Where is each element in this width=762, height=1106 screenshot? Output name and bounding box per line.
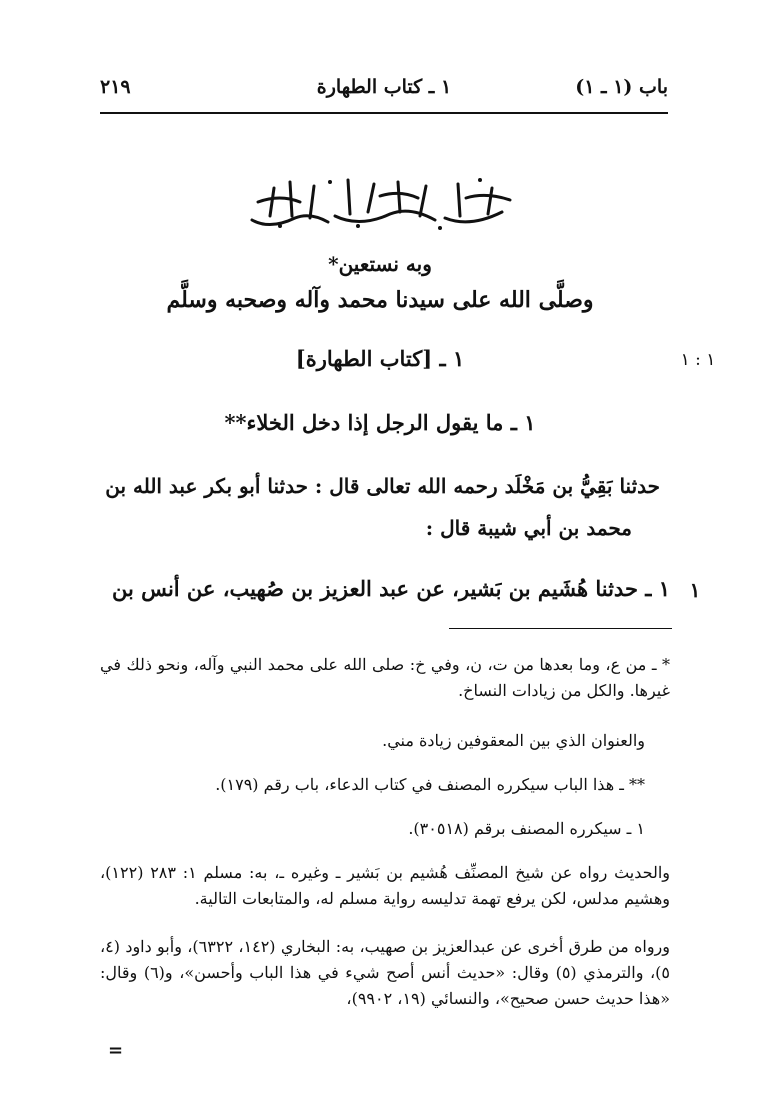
running-header bbox=[100, 76, 668, 106]
footnote-2: ** ـ هذا الباب سيكرره المصنف في كتاب الدعاء، باب رقم (١٧٩). bbox=[215, 775, 645, 794]
book-heading: ١ ـ [كتاب الطهارة] bbox=[295, 346, 465, 371]
footnote-3: ١ ـ سيكرره المصنف برقم (٣٠٥١٨). bbox=[408, 819, 645, 838]
header-rule bbox=[100, 112, 668, 114]
hadith-number: ١ bbox=[689, 578, 701, 602]
continuation-mark: = bbox=[108, 1040, 124, 1061]
footnote-1: * ـ من ع، وما بعدها من ت، ن، وفي خ: صلى الله على محمد النبي وآله، ونحو ذلك في غيرها. والكل من زيادات النساخ. bbox=[100, 655, 670, 700]
chapter-reference: باب (١ ـ ١) bbox=[575, 76, 668, 98]
hadith-text: ١ ـ حدثنا هُشَيم بن بَشير، عن عبد العزيز بن صُهيب، عن أنس بن bbox=[112, 576, 670, 601]
footnote-5: ورواه من طرق أخرى عن عبدالعزيز بن صهيب، به: البخاري (١٤٢، ٦٣٢٢)، وأبو داود (٤، ٥)، والترمذي (٥) وقال: «حديث أنس أصح شيء في هذا الباب وأحسن»، و(٦) وقال: «هذا حديث حسن صحيح»، والنسائي (١٩، ٩٩٠٢)، bbox=[100, 937, 671, 1008]
isnad-line-2: محمد بن أبي شيبة قال : bbox=[425, 516, 632, 540]
basmala-ornament bbox=[240, 172, 530, 234]
chapter-heading: ١ ـ ما يقول الرجل إذا دخل الخلاء** bbox=[224, 410, 536, 435]
footnote-4: والحديث رواه عن شيخ المصنِّف هُشيم بن بَشير ـ وغيره ـ، به: مسلم ١: ٢٨٣ (١٢٢)، وهشيم مدلس، لكن يرفع تهمة تدليسه رواية مسلم له، والمتابعات التالية. bbox=[100, 863, 670, 908]
basmala-calligraphy bbox=[240, 172, 530, 234]
istiana-line: وبه نستعين* bbox=[328, 252, 432, 276]
book-title: ١ ـ كتاب الطهارة bbox=[316, 76, 452, 98]
footnote-1b: والعنوان الذي بين المعقوفين زيادة مني. bbox=[382, 731, 645, 750]
page-number: ٢١٩ bbox=[100, 76, 131, 98]
footnote-separator bbox=[449, 628, 672, 629]
salawat-line: وصلَّى الله على سيدنا محمد وآله وصحبه وسلَّم bbox=[166, 287, 594, 313]
margin-reference: ١ : ١ bbox=[680, 350, 716, 370]
isnad-line-1: حدثنا بَقِيُّ بن مَخْلَد رحمه الله تعالى قال : حدثنا أبو بكر عبد الله بن bbox=[105, 474, 660, 498]
